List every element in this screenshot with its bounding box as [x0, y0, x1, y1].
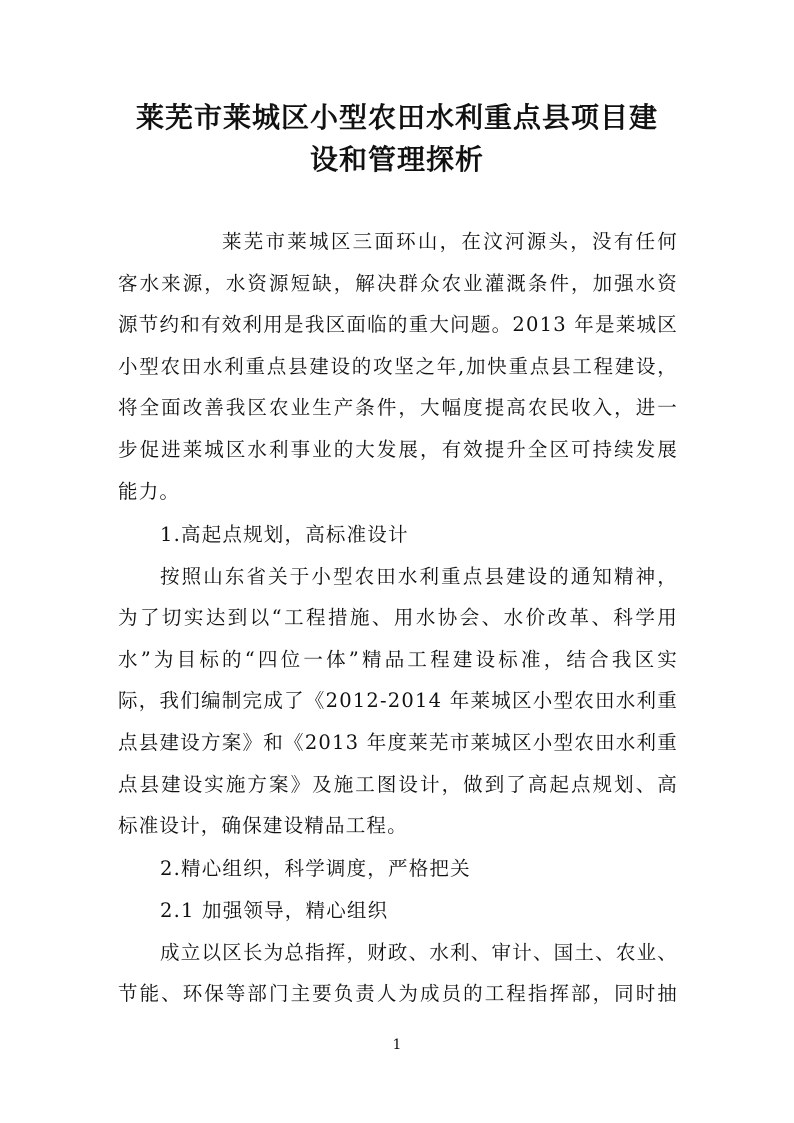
- body-line: 源节约和有效利用是我区面临的重大问题。2013 年是莱城区: [118, 313, 678, 336]
- subsection-heading: 2.1 加强领导，精心组织: [160, 899, 389, 922]
- body-line: 将全面改善我区农业生产条件，大幅度提高农民收入，进一: [118, 396, 678, 419]
- body-line: 际，我们编制完成了《2012-2014 年莱城区小型农田水利重: [118, 689, 678, 712]
- section-heading: 2.精心组织，科学调度，严格把关: [160, 857, 471, 880]
- title-line-2: 设和管理探析: [309, 143, 484, 176]
- title-line-1: 莱芜市莱城区小型农田水利重点县项目建: [135, 101, 658, 134]
- body-line: 点县建设实施方案》及施工图设计，做到了高起点规划、高: [118, 773, 678, 796]
- body-line: 成立以区长为总指挥，财政、水利、审计、国土、农业、: [160, 941, 678, 964]
- body-line: 为了切实达到以“工程措施、用水协会、水价改革、科学用: [118, 606, 678, 629]
- body-line: 水”为目标的“四位一体”精品工程建设标准，结合我区实: [118, 648, 678, 671]
- body-line: 节能、环保等部门主要负责人为成员的工程指挥部，同时抽: [118, 982, 678, 1005]
- body-line: 按照山东省关于小型农田水利重点县建设的通知精神，: [160, 565, 678, 588]
- body-line: 步促进莱城区水利事业的大发展，有效提升全区可持续发展: [118, 438, 678, 461]
- body-line: 点县建设方案》和《2013 年度莱芜市莱城区小型农田水利重: [118, 731, 678, 754]
- page-number: 1: [392, 1037, 402, 1053]
- body-line: 小型农田水利重点县建设的攻坚之年,加快重点县工程建设，: [118, 355, 678, 378]
- body-line: 标准设计，确保建设精品工程。: [118, 814, 408, 837]
- body-line: 能力。: [118, 480, 181, 503]
- section-heading: 1.高起点规划，高标准设计: [160, 523, 409, 546]
- body-line: 客水来源，水资源短缺，解决群众农业灌溉条件，加强水资: [118, 272, 678, 295]
- body-line: 莱芜市莱城区三面环山，在汶河源头，没有任何: [222, 230, 678, 253]
